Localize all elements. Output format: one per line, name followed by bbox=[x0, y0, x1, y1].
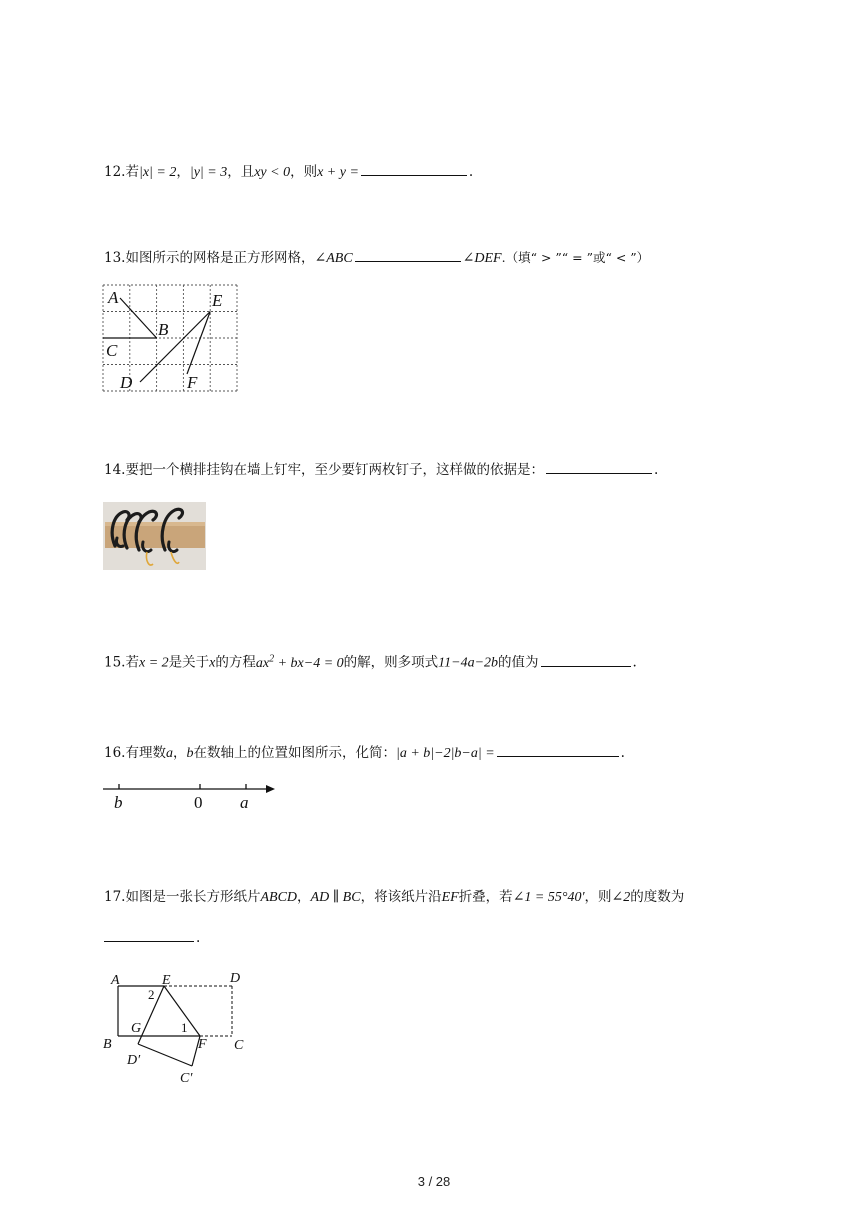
q17-fold-figure bbox=[100, 966, 260, 1090]
question-14 bbox=[104, 461, 658, 478]
label-B: B bbox=[158, 320, 169, 339]
q13-prefix: 13.如图所示的网格是正方形网格， bbox=[104, 250, 315, 266]
q12-sep2: ，且 bbox=[227, 164, 255, 180]
q14-text: 14.要把一个横排挂钩在墙上钉牢，至少要钉两枚钉子，这样做的依据是： bbox=[104, 462, 544, 478]
q15-eq-ax: ax bbox=[255, 655, 270, 671]
q13-answer-blank[interactable] bbox=[355, 249, 461, 262]
q16-var-a: a bbox=[165, 746, 173, 761]
axis-label-a: a bbox=[240, 793, 249, 812]
q15-text3: 的解，则多项式 bbox=[343, 654, 439, 671]
q12-condition: xy < 0 bbox=[254, 165, 291, 180]
q17-text3: ，则 bbox=[584, 889, 612, 905]
q17-text2: 折叠，若 bbox=[458, 889, 513, 905]
q17-sep: ， bbox=[297, 889, 311, 905]
label-A: A bbox=[111, 973, 120, 988]
label-E: E bbox=[212, 291, 223, 310]
wall-hook-photo bbox=[103, 502, 206, 570]
q12-sep1: ， bbox=[176, 164, 190, 180]
q15-var-x: x bbox=[209, 655, 216, 671]
q15-text1: 是关于 bbox=[168, 654, 210, 671]
label-C-prime: C′ bbox=[180, 1071, 193, 1086]
q16-expression: |a + b|−2|b−a| = bbox=[395, 746, 495, 761]
q17-abcd: ABCD bbox=[260, 890, 298, 905]
question-12 bbox=[104, 163, 473, 182]
q17-ef: EF bbox=[441, 890, 459, 905]
q16-number-line bbox=[100, 778, 280, 812]
q12-prefix: 12.若 bbox=[104, 164, 139, 180]
q12-answer-blank[interactable] bbox=[361, 163, 467, 176]
q17-parallel: AD ∥ BC bbox=[310, 890, 361, 905]
label-angle-2: 2 bbox=[148, 987, 155, 1002]
q12-sep3: ，则 bbox=[290, 164, 318, 180]
q16-var-b: b bbox=[186, 746, 194, 761]
wall-hook-illustration bbox=[103, 502, 206, 570]
question-17 bbox=[104, 889, 684, 907]
q15-eq-exponent: 2 bbox=[269, 653, 275, 664]
label-C: C bbox=[106, 341, 118, 360]
label-B: B bbox=[103, 1037, 112, 1052]
q15-equation bbox=[255, 653, 344, 671]
q15-polynomial: 11−4a−2b bbox=[438, 655, 499, 671]
q15-eq-rest: + bx−4 = 0 bbox=[274, 655, 344, 671]
axis-arrow bbox=[266, 785, 275, 793]
q17-period: . bbox=[196, 930, 201, 946]
axis-label-b: b bbox=[114, 793, 123, 812]
question-13 bbox=[104, 249, 649, 268]
label-E: E bbox=[162, 973, 171, 988]
q12-expression: x + y = bbox=[317, 165, 359, 180]
q13-angle-abc: ∠ABC bbox=[314, 251, 353, 266]
q15-period: . bbox=[632, 654, 637, 671]
label-C: C bbox=[234, 1038, 244, 1053]
q12-abs-y: |y| = 3 bbox=[189, 165, 228, 180]
q15-prefix: 15.若 bbox=[104, 654, 139, 671]
label-D-prime: D′ bbox=[127, 1053, 141, 1068]
axis-label-zero: 0 bbox=[194, 793, 203, 812]
question-17-answer-line bbox=[104, 929, 200, 946]
q17-text1: ，将该纸片沿 bbox=[360, 889, 442, 905]
q16-sep: ， bbox=[172, 745, 187, 761]
q12-period: . bbox=[468, 164, 474, 180]
q14-period: . bbox=[653, 462, 659, 478]
q17-prefix: 17.如图是一张长方形纸片 bbox=[104, 889, 261, 905]
label-D: D bbox=[230, 971, 241, 986]
question-15 bbox=[104, 653, 637, 672]
q17-text4: 的度数为 bbox=[630, 889, 685, 905]
q16-text1: 在数轴上的位置如图所示，化简： bbox=[193, 745, 396, 761]
q13-suffix: .（填“ > ”“ = ”或“ < ”） bbox=[501, 250, 650, 265]
q14-answer-blank[interactable] bbox=[546, 461, 652, 474]
q16-answer-blank[interactable] bbox=[497, 744, 619, 757]
q16-prefix: 16.有理数 bbox=[104, 745, 166, 761]
label-D: D bbox=[120, 373, 133, 392]
q13-angle-def: ∠DEF bbox=[462, 251, 502, 266]
q13-grid-figure bbox=[100, 282, 242, 394]
q12-abs-x: |x| = 2 bbox=[138, 165, 177, 180]
label-G: G bbox=[131, 1021, 142, 1036]
q17-angle2: ∠2 bbox=[611, 890, 631, 905]
q15-text2: 的方程 bbox=[215, 654, 256, 671]
label-F: F bbox=[187, 373, 198, 392]
question-16 bbox=[104, 744, 625, 763]
q17-angle1: ∠1 = 55°40′ bbox=[512, 890, 585, 905]
label-F: F bbox=[198, 1037, 207, 1052]
q15-answer-blank[interactable] bbox=[541, 654, 631, 667]
q16-period: . bbox=[620, 745, 625, 761]
rectangle-dashed-edges bbox=[164, 986, 232, 1036]
page-number: 3 / 28 bbox=[417, 1174, 451, 1189]
q15-x-eq-2: x = 2 bbox=[138, 655, 169, 671]
label-angle-1: 1 bbox=[181, 1020, 188, 1035]
q17-answer-blank[interactable] bbox=[104, 929, 194, 942]
label-A: A bbox=[108, 288, 119, 307]
q15-text4: 的值为 bbox=[498, 654, 539, 671]
